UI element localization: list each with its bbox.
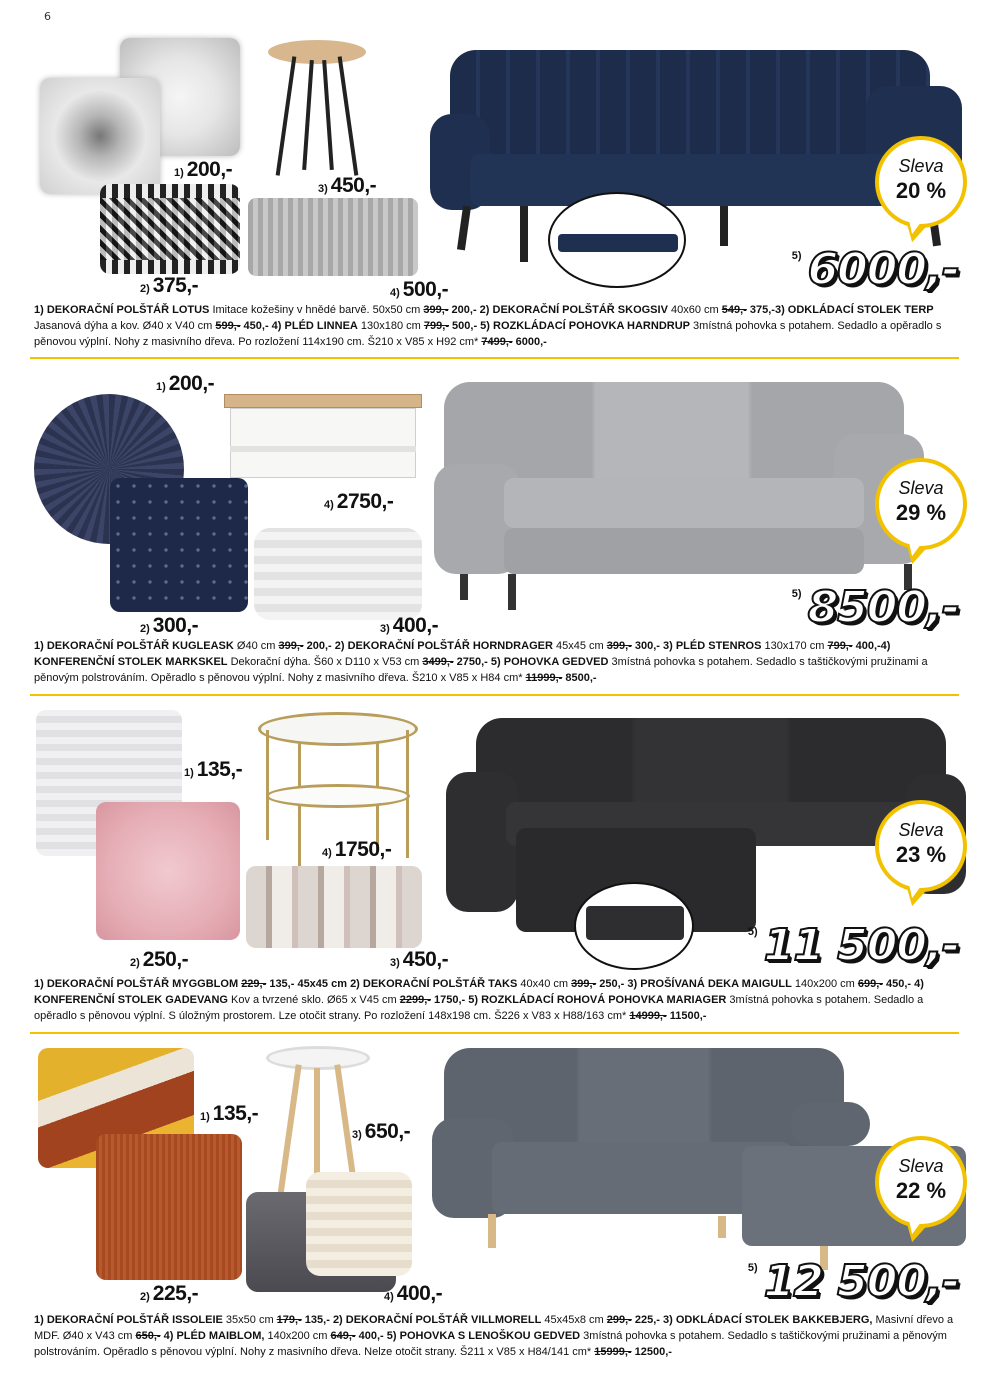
product-details: 3místná pohovka s potahem. Sedadlo a opěradlo s pěnovou výplní. Nohy z masivního dřeva. Po rozložení 114x190 cm. Š210 x V85 x H92 cm* (34, 320, 942, 348)
pillow-taks-image (96, 802, 240, 940)
old-price: 399,- (606, 640, 632, 652)
item-3-price: 3) 650,- (352, 1120, 411, 1143)
sofa-3-price: $^{5)}$ 11 500,- (747, 920, 959, 971)
product-name: 5) POHOVKA GEDVED (490, 656, 609, 668)
old-price: 399,- (278, 640, 304, 652)
product-details: Ø40 cm (233, 640, 279, 652)
product-details: Masivní dřevo a MDF. Ø40 x V43 cm (34, 1314, 954, 1342)
item-3-price: 3) 400,- (380, 614, 439, 637)
item-1-price: 1) 135,- (184, 758, 243, 781)
item-2-price: 2) 300,- (140, 614, 199, 637)
item-3-price: 3) 450,- (318, 174, 377, 197)
product-details: 130x170 cm (761, 640, 828, 652)
product-details: 130x180 cm (357, 320, 424, 332)
old-price: 649,- (330, 1330, 356, 1342)
section-3-description (34, 976, 959, 1024)
section-divider-1 (30, 357, 959, 359)
product-details: 140x200 cm (791, 978, 858, 990)
product-name: 4) PLÉD MAIBLOM, (163, 1330, 265, 1342)
old-price: 650,- (135, 1330, 161, 1342)
new-price: 135,- (301, 1314, 333, 1326)
new-price: 400,- (355, 1330, 387, 1342)
section-3 (0, 698, 989, 1032)
product-name: 5) ROZKLÁDACÍ POHOVKA HARNDRUP (480, 320, 690, 332)
product-name: 2) DEKORAČNÍ POLŠTÁŘ TAKS (350, 978, 518, 990)
product-details: 3místná pohovka s potahem. Sedadlo a opěradlo s pěnovou výplní. S úložným prostorem. Lze otočit strany. Po rozložení 148x198 cm. Š226 x V83 x H88/163 cm* (34, 994, 924, 1022)
sofa-mariager-bed-inset (574, 882, 694, 970)
item-4-price: 4) 1750,- (322, 838, 392, 861)
sofa-gedved-image (434, 374, 924, 604)
old-price: 399,- (571, 978, 597, 990)
new-price: 450,- (882, 978, 915, 990)
product-name: 4) KONFERENČNÍ STOLEK MARKSKEL (34, 640, 891, 668)
sofa-2-price: $^{5)}$ 8500,- (791, 582, 959, 633)
new-price: 225,- (631, 1314, 664, 1326)
item-1-price: 1) 200,- (174, 158, 233, 181)
product-name: 1) DEKORAČNÍ POLŠTÁŘ ISSOLEIE (34, 1314, 223, 1326)
throw-maiblom-cream-image (306, 1172, 412, 1276)
new-price: 11500,- (666, 1010, 707, 1022)
new-price: 250,- (596, 978, 628, 990)
product-details: 35x50 cm (222, 1314, 277, 1326)
old-price: 699,- (857, 978, 883, 990)
old-price: 799,- (827, 640, 853, 652)
section-1-description (34, 302, 959, 350)
product-name: 3) ODKLÁDACÍ STOLEK TERP (774, 304, 934, 316)
product-details: 45x45 cm (552, 640, 607, 652)
product-details: 40x60 cm (667, 304, 722, 316)
new-price: 300,- (631, 640, 663, 652)
product-name: 3) ODKLÁDACÍ STOLEK BAKKEBJERG, (663, 1314, 873, 1326)
product-name: 1) DEKORAČNÍ POLŠTÁŘ MYGGBLOM (34, 978, 239, 990)
coffee-table-markskel-image (224, 394, 422, 478)
product-details: Kov a tvrzené sklo. Ø65 x V45 cm (227, 994, 400, 1006)
old-price: 399,- (423, 304, 449, 316)
sofa-1-price: $^{5)}$ 6000,- (791, 244, 959, 295)
side-table-terp-image (268, 40, 368, 180)
product-details: 140x200 cm (264, 1330, 331, 1342)
pillow-horndrager-image (110, 478, 248, 612)
section-divider-3 (30, 1032, 959, 1034)
item-1-price: 1) 200,- (156, 372, 215, 395)
section-1 (0, 0, 989, 360)
product-name: 1) DEKORAČNÍ POLŠTÁŘ LOTUS (34, 304, 210, 316)
product-details: Dekorační dýha. Š60 x D110 x V53 cm (227, 656, 423, 668)
new-price: 135,- 45x45 cm (266, 978, 351, 990)
item-3-price: 3) 450,- (390, 948, 449, 971)
item-4-price: 4) 500,- (390, 278, 449, 301)
product-details: Jasanová dýha a kov. Ø40 x V40 cm (34, 320, 216, 332)
section-4-description (34, 1312, 959, 1360)
section-2-description (34, 638, 959, 686)
old-price: 229,- (241, 978, 267, 990)
section-4 (0, 1036, 989, 1379)
new-price: 200,- (448, 304, 480, 316)
new-price: 400,- (852, 640, 881, 652)
new-price: 6000,- (512, 336, 547, 348)
item-1-price: 1) 135,- (200, 1102, 259, 1125)
old-price: 11999,- (525, 672, 563, 684)
old-price: 179,- (276, 1314, 302, 1326)
new-price: 450,- (240, 320, 272, 332)
section-2 (0, 360, 989, 694)
product-details: Imitace kožešiny v hnědé barvě. 50x50 cm (209, 304, 424, 316)
product-details: 40x40 cm (517, 978, 572, 990)
item-4-price: 4) 2750,- (324, 490, 394, 513)
new-price: 500,- (448, 320, 481, 332)
item-2-price: 2) 375,- (140, 274, 199, 297)
product-details: 3místná pohovka s potahem. Sedadlo s taštičkovými pružinami a pěnovým polstrováním. Opěradlo s pěnovou výplní. Nohy z masivního dřeva. Nelze otočit strany. Š211 x V85 x H84/141 cm* (34, 1330, 947, 1358)
product-name: 2) DEKORAČNÍ POLŠTÁŘ HORNDRAGER (334, 640, 553, 652)
product-details: 3místná pohovka s potahem. Sedadlo s taštičkovými pružinami a pěnovým polstrováním. Opěradlo s pěnovou výplní. Nohy z masivního dřeva. Š210 x V85 x H84 cm* (34, 656, 928, 684)
page-number: 6 (44, 10, 51, 23)
blanket-maigull-image (246, 866, 422, 948)
product-name: 3) PROŠÍVANÁ DEKA MAIGULL (627, 978, 792, 990)
product-name: 3) PLÉD STENROS (663, 640, 762, 652)
old-price: 299,- (606, 1314, 632, 1326)
pillow-lotus-front-image (40, 78, 160, 194)
new-price: 200,- (303, 640, 335, 652)
sofa-harndrup-bed-inset (548, 192, 686, 288)
product-name: 5) POHOVKA S LENOŠKOU GEDVED (386, 1330, 581, 1342)
old-price: 549,- (721, 304, 747, 316)
section-divider-2 (30, 694, 959, 696)
item-4-price: 4) 400,- (384, 1282, 443, 1305)
discount-badge-1: Sleva 20 % (875, 136, 967, 228)
product-details: 45x45x8 cm (541, 1314, 607, 1326)
product-name: 4) PLÉD LINNEA (271, 320, 358, 332)
product-name: 2) DEKORAČNÍ POLŠTÁŘ VILLMORELL (332, 1314, 542, 1326)
pillow-villmorell-image (96, 1134, 242, 1280)
throw-stenros-image (254, 528, 422, 620)
discount-badge-3: Sleva 23 % (875, 800, 967, 892)
new-price: 1750,- (430, 994, 469, 1006)
item-2-price: 2) 225,- (140, 1282, 199, 1305)
new-price: 375,- (746, 304, 775, 316)
item-2-price: 2) 250,- (130, 948, 189, 971)
throw-linnea-image (248, 198, 418, 276)
discount-badge-4: Sleva 22 % (875, 1136, 967, 1228)
old-price: 3499,- (422, 656, 454, 668)
old-price: 599,- (215, 320, 241, 332)
product-name: 1) DEKORAČNÍ POLŠTÁŘ KUGLEASK (34, 640, 234, 652)
sofa-4-price: $^{5)}$ 12 500,- (747, 1256, 959, 1307)
new-price: 8500,- (562, 672, 597, 684)
old-price: 799,- (423, 320, 449, 332)
old-price: 15999,- (594, 1346, 632, 1358)
pillow-skogsiv-image (100, 184, 240, 274)
product-name: 2) DEKORAČNÍ POLŠTÁŘ SKOGSIV (479, 304, 668, 316)
new-price: 2750,- (453, 656, 491, 668)
old-price: 2299,- (399, 994, 431, 1006)
new-price: 12500,- (631, 1346, 672, 1358)
discount-badge-2: Sleva 29 % (875, 458, 967, 550)
old-price: 14999,- (629, 1010, 667, 1022)
product-name: 5) ROZKLÁDACÍ ROHOVÁ POHOVKA MARIAGER (468, 994, 727, 1006)
product-name: 4) KONFERENČNÍ STOLEK GADEVANG (34, 978, 924, 1006)
old-price: 7499,- (481, 336, 513, 348)
